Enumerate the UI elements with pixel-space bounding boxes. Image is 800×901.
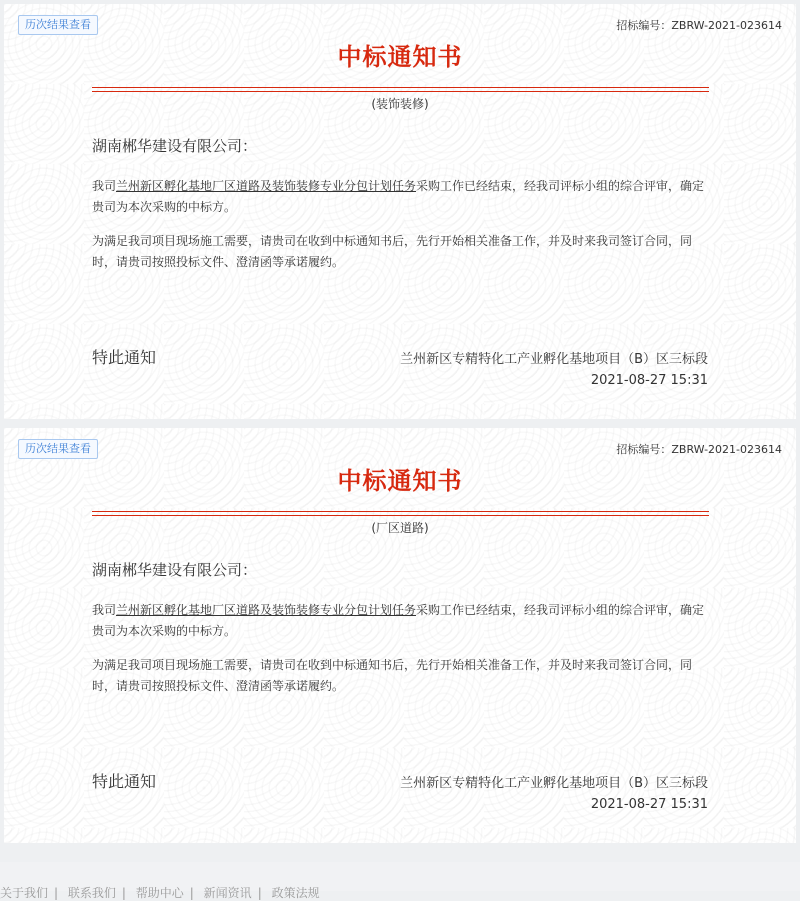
notice-title: 中标通知书 xyxy=(337,467,463,495)
issue-date: 2021-08-27 15:31 xyxy=(590,797,708,812)
award-paragraph xyxy=(92,176,712,218)
project-name-link[interactable]: 兰州新区孵化基地厂区道路及装饰装修专业分包计划任务 xyxy=(116,603,417,617)
history-results-button[interactable]: 历次结果查看 xyxy=(18,439,98,459)
notice-subtitle: (装饰装修) xyxy=(371,97,429,111)
instruction-paragraph: 为满足我司项目现场施工需要，请贵司在收到中标通知书后，先行开始相关准备工作，并及时来我司签订合同，同时，请贵司按照投标文件、澄清函等承诺履约。 xyxy=(92,234,693,269)
page-footer xyxy=(0,862,800,900)
recipient-name: 湖南郴华建设有限公司： xyxy=(92,561,258,579)
bid-number: 招标编号：ZBRW-2021-023614 xyxy=(616,19,782,32)
title-divider xyxy=(92,511,709,516)
history-results-button[interactable]: 历次结果查看 xyxy=(18,15,98,35)
footer-link-help[interactable]: 帮助中心 xyxy=(135,886,184,900)
issuer-name: 兰州新区专精特化工产业孵化基地项目（B）区三标段 xyxy=(400,776,708,791)
title-divider xyxy=(92,87,709,92)
instruction-paragraph: 为满足我司项目现场施工需要，请贵司在收到中标通知书后，先行开始相关准备工作，并及时来我司签订合同，同时，请贵司按照投标文件、澄清函等承诺履约。 xyxy=(92,658,693,693)
closing-text: 特此通知 xyxy=(92,348,157,367)
para-suffix: 采购工作已经结束，经我司评标小组的综合评审，确定贵司为本次采购的中标方。 xyxy=(92,603,705,638)
notice-subtitle: (厂区道路) xyxy=(371,521,429,535)
footer-link-policy[interactable]: 政策法规 xyxy=(271,886,320,900)
footer-link-about[interactable]: 关于我们 xyxy=(0,886,49,900)
para-prefix: 我司 xyxy=(92,603,117,617)
issue-date: 2021-08-27 15:31 xyxy=(590,373,708,388)
project-name-link[interactable]: 兰州新区孵化基地厂区道路及装饰装修专业分包计划任务 xyxy=(116,179,417,193)
para-prefix: 我司 xyxy=(92,179,117,193)
issuer-name: 兰州新区专精特化工产业孵化基地项目（B）区三标段 xyxy=(400,352,708,367)
award-notice-decoration xyxy=(4,4,796,419)
recipient-name: 湖南郴华建设有限公司： xyxy=(92,137,258,155)
para-suffix: 采购工作已经结束，经我司评标小组的综合评审，确定贵司为本次采购的中标方。 xyxy=(92,179,705,214)
footer-link-news[interactable]: 新闻资讯 xyxy=(203,886,252,900)
award-notice-road xyxy=(4,428,796,843)
notice-title: 中标通知书 xyxy=(337,43,463,71)
footer-link-contact[interactable]: 联系我们 xyxy=(67,886,116,900)
bid-number: 招标编号：ZBRW-2021-023614 xyxy=(616,443,782,456)
closing-text: 特此通知 xyxy=(92,772,157,791)
award-paragraph xyxy=(92,600,712,642)
footer-links: 关于我们 | 联系我们 | 帮助中心 | 新闻资讯 | 政策法规 xyxy=(0,886,320,900)
